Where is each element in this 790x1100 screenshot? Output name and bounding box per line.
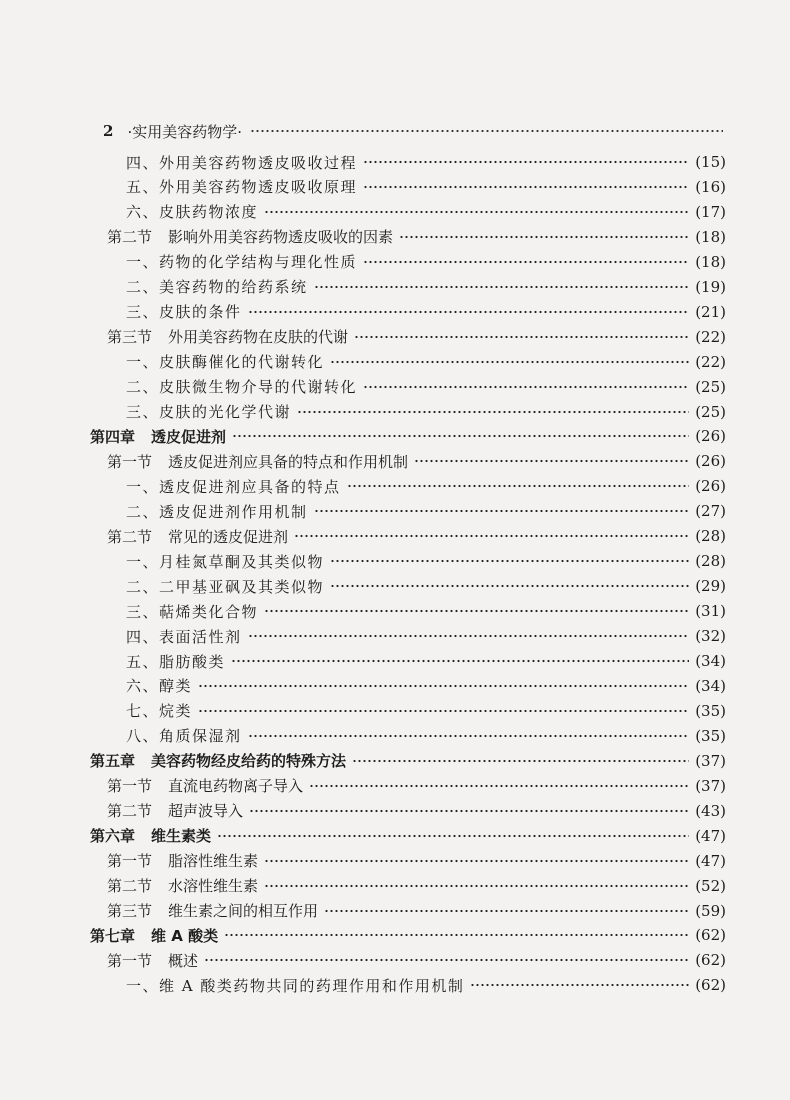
toc-page-number: (35) [695,726,726,745]
toc-item-row [126,648,726,674]
toc-item-row [126,972,726,998]
toc-page-number: (28) [695,552,726,571]
toc-entry-text: 皮肤的光化学代谢 [159,403,292,421]
toc-entry-number: 六、 [126,677,160,696]
toc-page-number: (28) [695,527,726,546]
toc-entry-number: 二、 [126,278,160,297]
toc-page-number: (26) [695,427,726,446]
toc-entry-title [126,251,357,272]
dot-leader [248,734,690,738]
dot-leader [314,285,690,289]
toc-entry-title [126,152,357,173]
toc-entry-title [126,675,192,696]
toc-page-number: (59) [695,901,726,920]
toc-entry-title [107,850,258,871]
toc-entry-title [126,351,324,372]
toc-page-number: (35) [695,701,726,720]
toc-entry-number: 第六章 [90,827,136,846]
toc-entry-title [126,601,258,622]
toc-item-row [126,573,726,599]
dot-leader [314,509,690,513]
toc-section-row [107,898,726,924]
toc-entry-number: 第二节 [107,228,153,247]
dot-leader [309,784,689,788]
toc-entry-title [90,750,346,771]
toc-item-row [126,598,726,624]
toc-entry-title [126,501,308,522]
toc-entry-title [107,950,198,971]
toc-page-number: (47) [695,851,726,870]
dot-leader [249,809,689,813]
toc-item-row [126,498,726,524]
toc-entry-title [126,651,225,672]
toc-entry-text: 皮肤的条件 [159,303,242,322]
toc-entry-number: 第二节 [107,527,153,546]
toc-section-row [107,523,726,549]
toc-entry-number: 一、 [126,976,160,995]
toc-item-row [126,548,726,574]
toc-section-row [107,848,726,874]
dot-leader [324,909,689,913]
dot-leader [224,933,689,937]
toc-item-row [126,623,726,649]
toc-entry-number: 一、 [126,253,160,272]
dot-leader [414,459,689,463]
toc-entry-text: 二甲基亚砜及其类似物 [159,577,325,596]
toc-entry-number: 第一节 [107,452,153,471]
toc-section-row [107,947,726,973]
toc-item-row [126,274,726,300]
dot-leader [363,385,689,389]
toc-page-number: (47) [695,826,726,845]
toc-entry-title [126,725,242,746]
toc-entry-title [107,326,348,347]
dot-leader [248,634,690,638]
toc-entry-number: 第七章 [90,926,136,945]
toc-entry-text: 维 A 酸类 [151,926,219,945]
toc-entry-text: 表面活性剂 [159,627,242,646]
dot-leader [354,335,689,339]
dot-leader [363,160,689,164]
dot-leader [204,958,689,962]
toc-entry-title [107,226,393,247]
dot-leader [217,834,689,838]
toc-item-row [126,149,726,175]
toc-entry-text: 概述 [168,951,199,970]
toc-entry-title [107,775,303,796]
toc-entry-number: 第四章 [90,427,136,446]
toc-entry-title [107,526,288,547]
dot-leader [198,709,689,713]
toc-entry-number: 五、 [126,178,160,197]
toc-entry-text: 皮肤微生物介导的代谢转化 [159,378,358,397]
toc-entry-title [90,825,211,846]
dot-leader [232,434,689,438]
running-header [103,120,723,142]
header-rule [250,130,723,132]
toc-entry-number: 四、 [126,153,160,172]
dot-leader [347,484,690,488]
toc-entry-text: 药物的化学结构与理化性质 [159,253,358,272]
toc-item-row [126,723,726,749]
dot-leader [231,659,689,663]
dot-leader [330,360,689,364]
dot-leader [264,210,689,214]
toc-entry-number: 第一节 [107,777,153,796]
toc-page-number: (31) [695,602,726,621]
toc-entry-number: 二、 [126,378,160,397]
dot-leader [248,310,690,314]
toc-entry-text: 外用美容药物透皮吸收过程 [159,153,358,172]
toc-section-row [107,798,726,824]
toc-entry-text: 影响外用美容药物透皮吸收的因素 [168,228,394,247]
toc-section-row [107,224,726,250]
toc-entry-title [126,176,357,197]
toc-entry-number: 第五章 [90,752,136,771]
toc-entry-title [126,700,192,721]
toc-page-number: (32) [695,627,726,646]
toc-item-row [126,349,726,375]
toc-entry-text: 超声波导入 [168,802,244,821]
toc-entry-number: 三、 [126,403,160,421]
dot-leader [470,983,689,987]
toc-entry-text: 月桂氮草酮及其类似物 [159,552,325,571]
toc-entry-text: 烷类 [159,702,193,721]
toc-entry-number: 七、 [126,702,160,721]
toc-entry-text: 角质保湿剂 [159,727,242,746]
toc-entry-text: 美容药物的给药系统 [159,278,308,297]
toc-page-number: (16) [695,177,726,196]
toc-page-number: (25) [695,402,726,421]
dot-leader [297,410,689,414]
toc-entry-number: 第二节 [107,877,153,896]
toc-page-number: (25) [695,377,726,396]
toc-entry-text: 外用美容药物在皮肤的代谢 [168,328,349,347]
toc-entry-text: 脂溶性维生素 [168,852,259,871]
dot-leader [294,534,689,538]
toc-page-number: (17) [695,202,726,221]
toc-page-number: (62) [695,951,726,970]
toc-entry-title [90,426,226,447]
toc-entry-text: 直流电药物离子导入 [168,777,304,796]
toc-entry-number: 第二节 [107,802,153,821]
toc-page-number: (26) [695,477,726,496]
toc-entry-number: 第一节 [107,951,153,970]
toc-chapter-row [90,823,726,849]
dot-leader [264,609,689,613]
toc-page-number: (29) [695,577,726,596]
book-title: ·实用美容药物学· [127,122,242,141]
dot-leader [399,235,689,239]
toc-entry-title [107,800,243,821]
toc-page-number: (62) [695,976,726,995]
toc-entry-text: 水溶性维生素 [168,877,259,896]
toc-entry-text: 维生素之间的相互作用 [168,902,319,920]
toc-entry-text: 萜烯类化合物 [159,602,259,621]
toc-chapter-row [90,748,726,774]
toc-chapter-row [90,423,726,449]
toc-item-row [126,698,726,724]
toc-entry-number: 第三节 [107,328,153,347]
toc-page-number: (27) [695,502,726,521]
toc-page-number: (22) [695,327,726,346]
toc-item-row [126,299,726,325]
toc-entry-title [126,301,242,322]
toc-entry-title [126,376,357,397]
toc-entry-text: 皮肤药物浓度 [159,203,259,222]
page-number: 2 [103,122,114,140]
dot-leader [264,859,689,863]
toc-entry-number: 八、 [126,727,160,746]
toc-entry-title [107,875,258,896]
toc-entry-title [126,276,308,297]
toc-page-number: (21) [695,302,726,321]
dot-leader [264,884,689,888]
toc-page-number: (37) [695,751,726,770]
toc-entry-number: 二、 [126,577,160,596]
dot-leader [198,684,689,688]
toc-section-row [107,324,726,350]
toc-entry-title [107,900,318,921]
toc-entry-text: 维 A 酸类药物共同的药理作用和作用机制 [159,976,465,995]
toc-entry-text: 透皮促进剂作用机制 [159,502,308,521]
toc-entry-text: 醇类 [159,677,193,696]
toc-entry-title [126,551,324,572]
toc-item-row [126,673,726,699]
toc-page-number: (19) [695,277,726,296]
dot-leader [330,559,689,563]
toc-section-row [107,773,726,799]
toc-entry-title [126,201,258,222]
toc-entry-number: 一、 [126,552,160,571]
toc-entry-number: 第三节 [107,902,153,920]
toc-page-number: (34) [695,652,726,670]
toc-entry-title [126,576,324,597]
toc-item-row [126,249,726,275]
toc-entry-text: 维生素类 [151,827,212,846]
toc-page-number: (62) [695,926,726,945]
toc-item-row [126,473,726,499]
toc-entry-title [107,451,408,472]
toc-entry-title [126,626,242,647]
toc-page-number: (18) [695,252,726,271]
toc-entry-title [90,925,218,946]
dot-leader [363,185,689,189]
toc-page-number: (37) [695,776,726,795]
toc-entry-text: 常见的透皮促进剂 [168,527,289,546]
toc-page-number: (18) [695,227,726,246]
toc-entry-title [126,975,464,996]
toc-item-row [126,174,726,200]
toc-entry-number: 六、 [126,203,160,222]
toc-page-number: (34) [695,676,726,695]
toc-item-row [126,399,726,425]
toc-page-number: (22) [695,352,726,371]
toc-item-row [126,374,726,400]
dot-leader [330,584,689,588]
toc-entry-number: 第一节 [107,852,153,871]
toc-entry-title [126,476,341,497]
toc-entry-text: 皮肤酶催化的代谢转化 [159,353,325,372]
toc-chapter-row [90,922,726,948]
toc-entry-number: 四、 [126,627,160,646]
toc-section-row [107,873,726,899]
toc-entry-text: 美容药物经皮给药的特殊方法 [151,752,347,771]
toc-page-number: (52) [695,876,726,895]
dot-leader [352,759,689,763]
toc-entry-number: 三、 [126,303,160,322]
toc-entry-number: 一、 [126,477,160,496]
toc-entry-text: 透皮促进剂 [151,427,227,446]
toc-entry-number: 五、 [126,652,160,671]
toc-page-number: (26) [695,452,726,471]
toc-entry-text: 外用美容药物透皮吸收原理 [159,178,358,197]
dot-leader [363,260,689,264]
toc-section-row [107,448,726,474]
toc-entry-text: 透皮促进剂应具备的特点和作用机制 [168,452,409,471]
toc-entry-number: 三、 [126,602,160,621]
toc-entry-number: 一、 [126,353,160,372]
toc-entry-text: 脂肪酸类 [159,652,226,671]
toc-item-row [126,199,726,225]
toc-entry-number: 二、 [126,502,160,521]
toc-page-number: (15) [695,153,726,171]
toc-entry-title [126,401,291,422]
toc-page-number: (43) [695,801,726,820]
toc-entry-text: 透皮促进剂应具备的特点 [159,477,341,496]
